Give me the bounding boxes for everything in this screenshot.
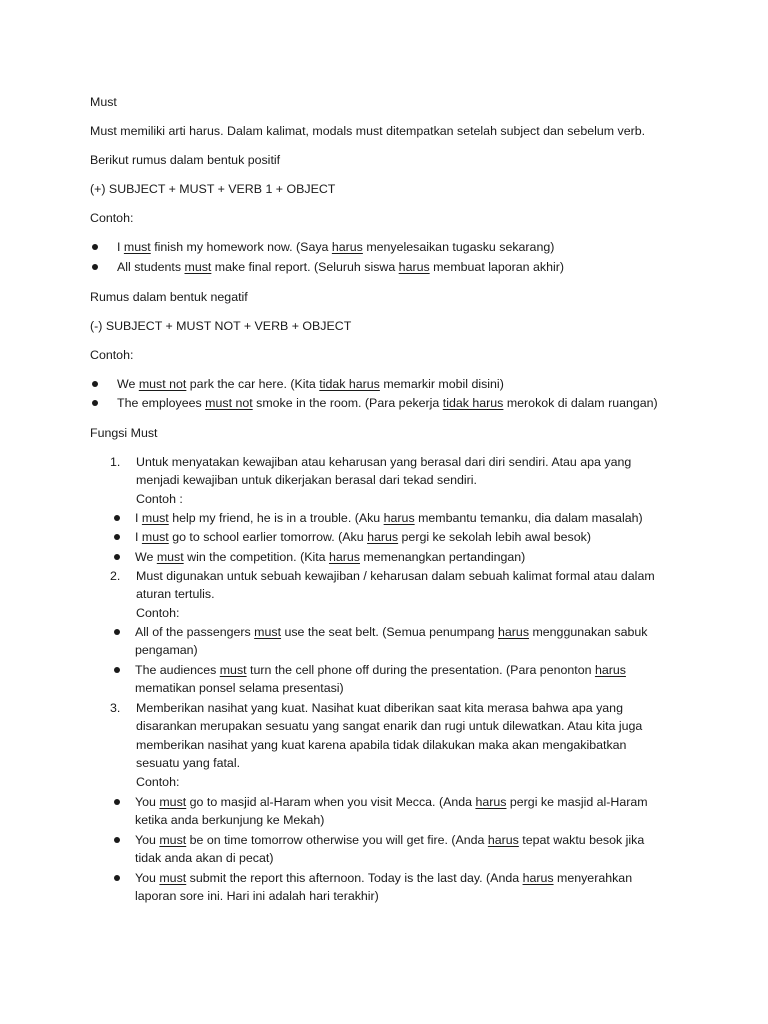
item-line: Must digunakan untuk sebuah kewajiban / keharusan dalam sebuah kalimat formal atau dalam xyxy=(136,569,655,583)
negative-heading: Rumus dalam bentuk negatif xyxy=(90,290,248,304)
negative-formula: (-) SUBJECT + MUST NOT + VERB + OBJECT xyxy=(90,319,352,333)
example-text: You must be on time tomorrow otherwise you will get fire. (Anda harus tepat waktu besok jika xyxy=(135,833,645,847)
contoh-label: Contoh: xyxy=(136,606,180,620)
item-number: 3. xyxy=(110,701,121,715)
list-item xyxy=(92,238,554,256)
contoh-label: Contoh : xyxy=(136,492,183,506)
example-text: You must submit the report this afternoon. Today is the last day. (Anda harus menyerahkan xyxy=(135,871,633,885)
list-item xyxy=(92,394,658,412)
bullet-icon xyxy=(114,837,120,843)
list-item xyxy=(114,528,591,546)
bullet-icon xyxy=(114,534,120,540)
example-text-continued: laporan sore ini. Hari ini adalah hari terakhir) xyxy=(135,889,379,903)
example-text: All of the passengers must use the seat belt. (Semua penumpang harus menggunakan sabuk xyxy=(135,625,648,639)
item-line: sesuatu yang fatal. xyxy=(136,756,241,770)
item-number: 2. xyxy=(110,569,121,583)
item-line: memberikan nasihat yang kuat karena apabila tidak dilakukan maka akan mengakibatkan xyxy=(136,738,627,752)
intro-paragraph: Must memiliki arti harus. Dalam kalimat, modals must ditempatkan setelah subject dan sebelum verb. xyxy=(90,124,646,138)
example-text: I must finish my homework now. (Saya harus menyelesaikan tugasku sekarang) xyxy=(117,240,555,254)
bullet-icon xyxy=(114,554,120,560)
bullet-icon xyxy=(92,264,98,270)
list-item xyxy=(92,258,564,276)
positive-example-label: Contoh: xyxy=(90,211,134,225)
bullet-icon xyxy=(92,244,98,250)
list-item xyxy=(114,509,643,527)
bullet-icon xyxy=(114,667,120,673)
contoh-label: Contoh: xyxy=(136,775,180,789)
list-item xyxy=(114,869,632,905)
example-text: All students must make final report. (Seluruh siswa harus membuat laporan akhir) xyxy=(117,260,564,274)
list-item xyxy=(114,793,648,829)
example-text-continued: mematikan ponsel selama presentasi) xyxy=(135,681,344,695)
example-text: We must not park the car here. (Kita tidak harus memarkir mobil disini) xyxy=(117,377,504,391)
example-text: You must go to masjid al-Haram when you visit Mecca. (Anda harus pergi ke masjid al-Haram xyxy=(135,795,648,809)
bullet-icon xyxy=(114,629,120,635)
bullet-icon xyxy=(114,799,120,805)
list-item xyxy=(114,623,648,659)
positive-formula: (+) SUBJECT + MUST + VERB 1 + OBJECT xyxy=(90,182,336,196)
bullet-icon xyxy=(92,400,98,406)
functions-heading: Fungsi Must xyxy=(90,426,158,440)
page-title: Must xyxy=(90,95,117,109)
item-number: 1. xyxy=(110,455,121,469)
item-line: Memberikan nasihat yang kuat. Nasihat kuat diberikan saat kita merasa bahwa apa yang xyxy=(136,701,623,715)
example-text-continued: ketika anda berkunjung ke Mekah) xyxy=(135,813,325,827)
example-text: We must win the competition. (Kita harus memenangkan pertandingan) xyxy=(135,550,526,564)
example-text-continued: tidak anda akan di pecat) xyxy=(135,851,274,865)
item-line: menjadi kewajiban untuk dikerjakan berasal dari tekad sendiri. xyxy=(136,473,477,487)
bullet-icon xyxy=(92,381,98,387)
example-text: The employees must not smoke in the room. (Para pekerja tidak harus merokok di dalam ruangan) xyxy=(117,396,658,410)
example-text: I must help my friend, he is in a trouble. (Aku harus membantu temanku, dia dalam masalah) xyxy=(135,511,643,525)
list-item xyxy=(92,375,504,393)
negative-example-label: Contoh: xyxy=(90,348,134,362)
list-item xyxy=(114,831,644,867)
bullet-icon xyxy=(114,515,120,521)
list-item xyxy=(114,661,626,697)
item-line: disarankan merupakan sesuatu yang sangat enarik dan rugi untuk dilewatkan. Atau kita juga xyxy=(136,719,643,733)
item-line: aturan tertulis. xyxy=(136,587,215,601)
bullet-icon xyxy=(114,875,120,881)
list-item xyxy=(114,548,525,566)
example-text: The audiences must turn the cell phone off during the presentation. (Para penonton harus xyxy=(135,663,626,677)
example-text: I must go to school earlier tomorrow. (Aku harus pergi ke sekolah lebih awal besok) xyxy=(135,530,591,544)
item-line: Untuk menyatakan kewajiban atau keharusan yang berasal dari diri sendiri. Atau apa yang xyxy=(136,455,632,469)
example-text-continued: pengaman) xyxy=(135,643,198,657)
positive-heading: Berikut rumus dalam bentuk positif xyxy=(90,153,281,167)
